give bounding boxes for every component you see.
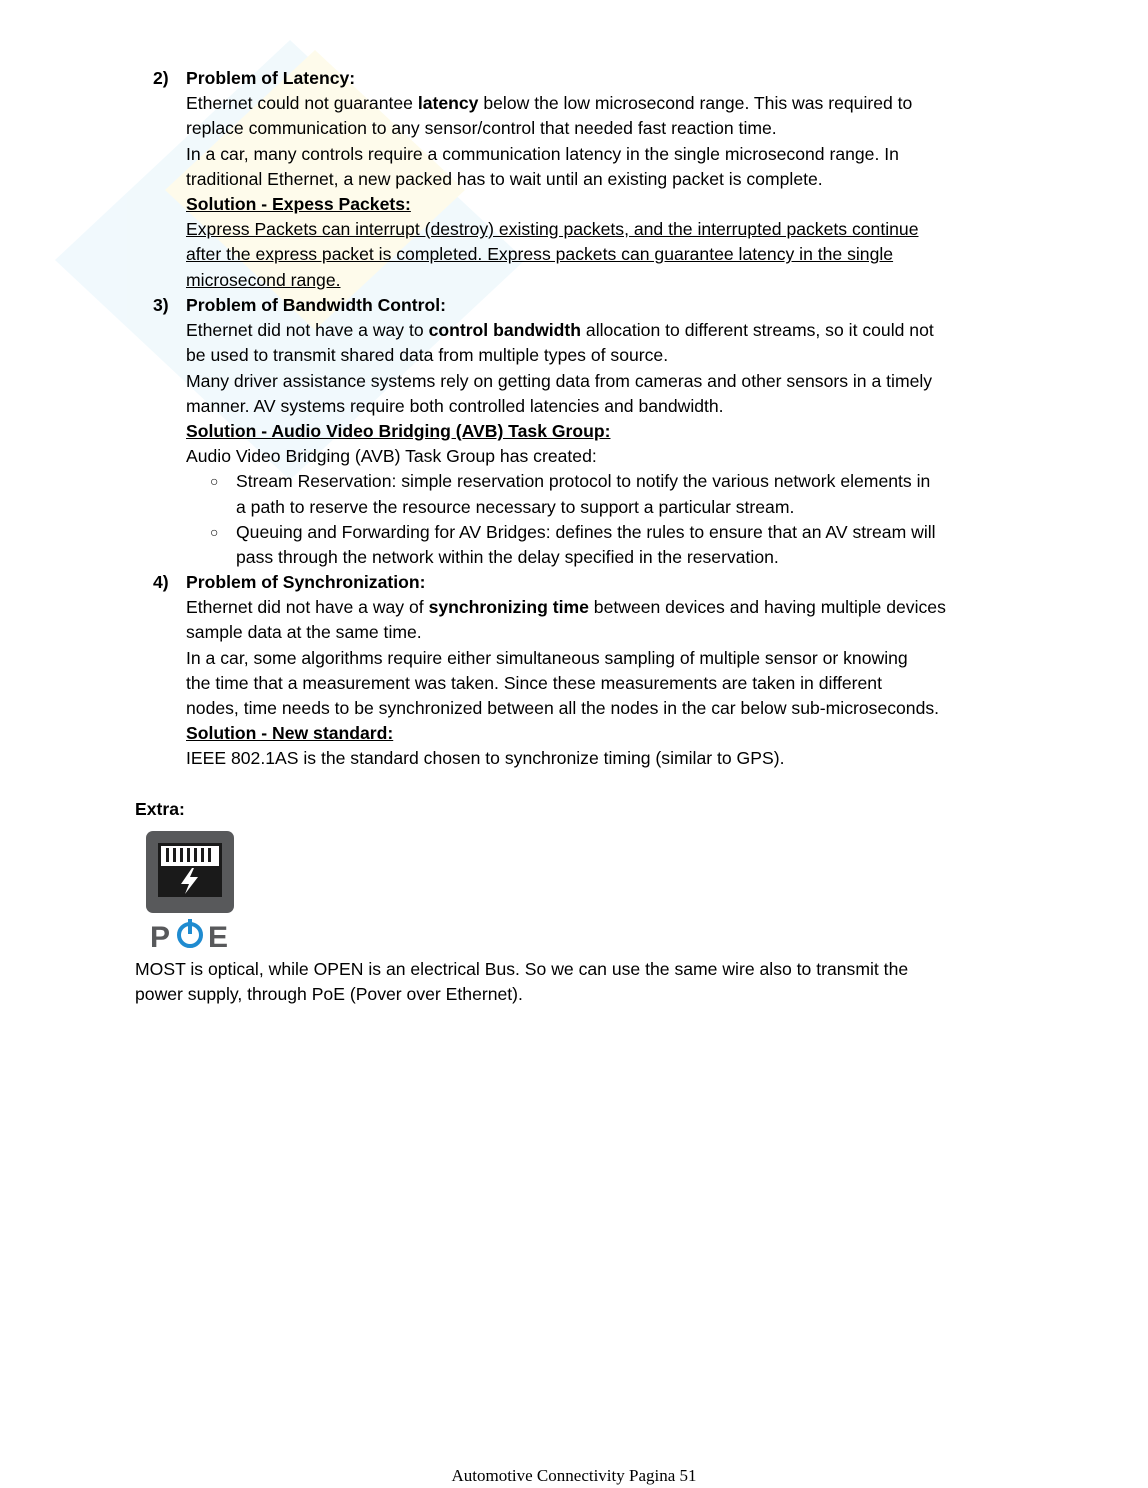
section-4-line-1: Ethernet did not have a way of synchronizing time between devices and having multiple devices — [186, 597, 946, 618]
section-2-line-1: Ethernet could not guarantee latency below the low microsecond range. This was required to — [186, 93, 913, 114]
section-2-line-4: traditional Ethernet, a new packed has to wait until an existing packet is complete. — [186, 168, 823, 189]
section-2-solution-heading: Solution - Expess Packets: — [186, 194, 411, 215]
section-4-solution-heading: Solution - New standard: — [186, 723, 394, 744]
list-item: ○ Queuing and Forwarding for AV Bridges: defines the rules to ensure that an AV stream will pass through the network within the delay specified in the reservation. — [210, 521, 936, 568]
section-3-line-4: manner. AV systems require both controlled latencies and bandwidth. — [186, 395, 724, 416]
section-3-bullet-list — [186, 469, 1016, 570]
extra-heading: Extra: — [135, 799, 185, 819]
section-2-solution-line-2: after the express packet is completed. Express packets can guarantee latency in the single — [186, 244, 894, 265]
section-4-number: 4) — [153, 572, 169, 592]
poe-logo-icon — [145, 830, 235, 952]
section-2-line-2: replace communication to any sensor/control that needed fast reaction time. — [186, 118, 777, 139]
extra-text — [135, 957, 1015, 1007]
section-2-title: Problem of Latency: — [186, 68, 356, 88]
list-item: ○ Stream Reservation: simple reservation protocol to notify the various network elements in a path to reserve the resource necessary to support a particular stream. — [210, 471, 931, 517]
section-4-line-3: In a car, some algorithms require either simultaneous sampling of multiple sensor or knowing — [186, 647, 908, 668]
extra-text-line-2: power supply, through PoE (Pover over Ethernet). — [135, 984, 523, 1005]
section-4-line-4: the time that a measurement was taken. Since these measurements are taken in different — [186, 672, 882, 693]
poe-letter-e: E — [208, 921, 229, 952]
section-3 — [186, 293, 1016, 570]
section-4-line-5: nodes, time needs to be synchronized between all the nodes in the car below sub-microseconds. — [186, 698, 940, 719]
section-2-solution-line-3: microsecond range. — [186, 269, 341, 290]
section-3-line-3: Many driver assistance systems rely on getting data from cameras and other sensors in a timely — [186, 370, 933, 391]
section-3-solution-intro: Audio Video Bridging (AVB) Task Group has created: — [186, 446, 597, 467]
section-4-title: Problem of Synchronization: — [186, 572, 426, 592]
section-2-solution-line-1: Express Packets can interrupt (destroy) existing packets, and the interrupted packets continue — [186, 219, 919, 240]
section-3-number: 3) — [153, 295, 169, 315]
section-4-solution-line-1: IEEE 802.1AS is the standard chosen to synchronize timing (similar to GPS). — [186, 748, 785, 769]
bullet-circle-icon: ○ — [210, 473, 219, 490]
extra-text-line-1: MOST is optical, while OPEN is an electrical Bus. So we can use the same wire also to transmit the — [135, 959, 909, 979]
section-2-line-3: In a car, many controls require a communication latency in the single microsecond range. In — [186, 143, 899, 164]
section-4 — [186, 570, 1016, 772]
poe-letter-p: P — [150, 921, 171, 952]
section-3-solution-heading: Solution - Audio Video Bridging (AVB) Task Group: — [186, 421, 611, 442]
section-2 — [186, 66, 1016, 293]
bullet-circle-icon: ○ — [210, 523, 219, 540]
section-2-number: 2) — [153, 68, 169, 88]
section-3-title: Problem of Bandwidth Control: — [186, 295, 446, 315]
section-4-line-2: sample data at the same time. — [186, 622, 422, 643]
section-3-line-2: be used to transmit shared data from multiple types of source. — [186, 345, 669, 366]
page-footer: Automotive Connectivity Pagina 51 — [451, 1466, 697, 1485]
section-3-line-1: Ethernet did not have a way to control bandwidth allocation to different streams, so it could not — [186, 320, 934, 341]
